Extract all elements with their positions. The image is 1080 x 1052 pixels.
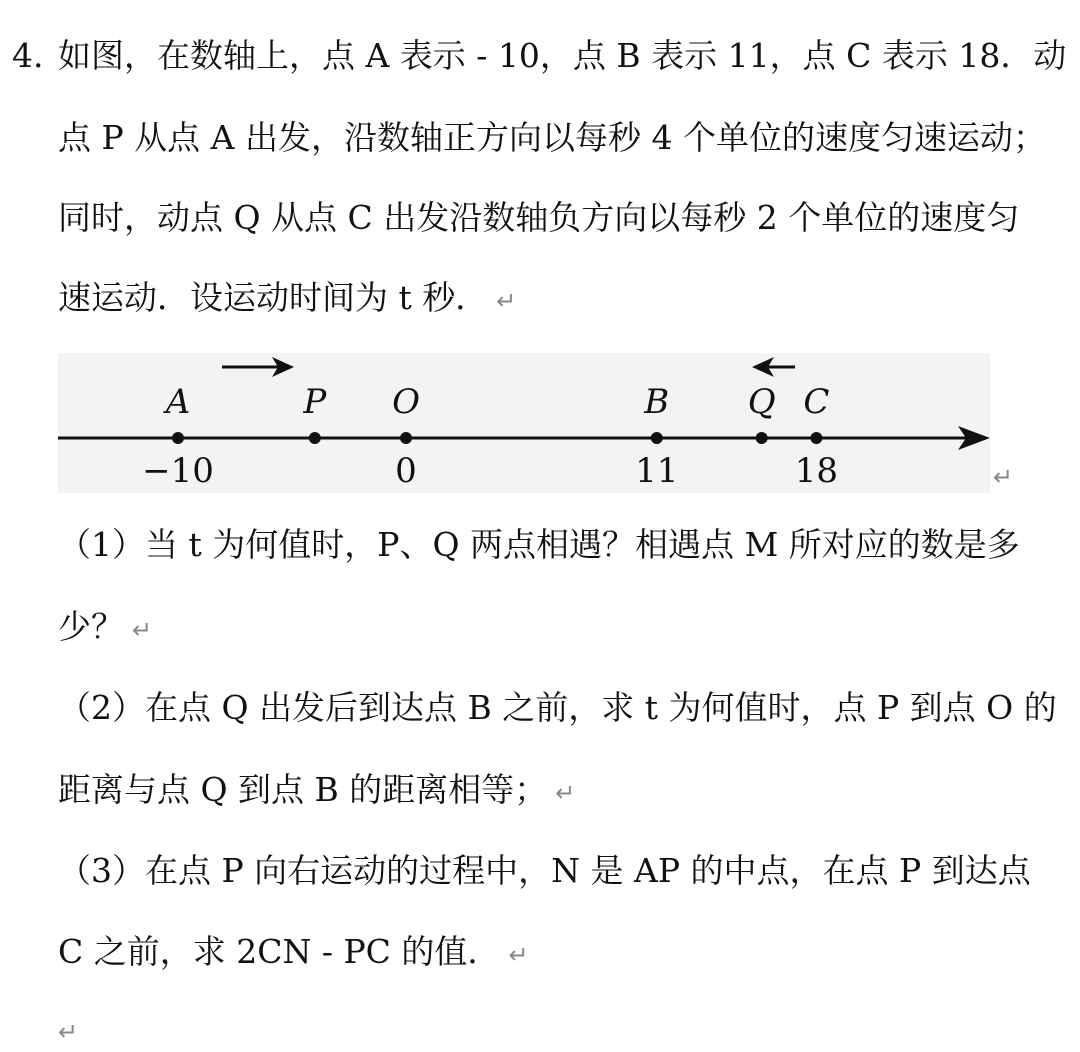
point-a-label: A bbox=[165, 382, 191, 422]
point-q-dot bbox=[756, 432, 768, 444]
problem-intro-line: 同时，动点 Q 从点 C 出发沿数轴负方向以每秒 2 个单位的速度匀 bbox=[58, 198, 1020, 237]
point-p-label: P bbox=[303, 382, 327, 422]
number-line-svg bbox=[0, 345, 1080, 505]
point-b-label: B bbox=[644, 382, 670, 422]
point-o-dot bbox=[400, 432, 412, 444]
point-p-dot bbox=[309, 432, 321, 444]
tick-label-o: 0 bbox=[395, 451, 417, 491]
point-c-label: C bbox=[803, 382, 830, 422]
tick-label-c: 18 bbox=[794, 451, 839, 491]
return-mark: ↵ bbox=[132, 616, 153, 644]
question-text: （2）在点 Q 出发后到达点 B 之前，求 t 为何值时，点 P 到点 O 的 bbox=[58, 688, 1057, 727]
number-line-figure bbox=[0, 345, 1080, 505]
return-mark: ↵ bbox=[993, 463, 1014, 491]
question-2-last bbox=[58, 770, 575, 813]
question-text: 距离与点 Q 到点 B 的距离相等； bbox=[58, 770, 548, 809]
point-b-dot bbox=[651, 432, 663, 444]
problem-intro-line: 如图，在数轴上，点 A 表示 - 10，点 B 表示 11，点 C 表示 18．动 bbox=[58, 36, 1067, 75]
point-a-dot bbox=[172, 432, 184, 444]
problem-intro-line: 速运动．设运动时间为 t 秒． bbox=[58, 278, 489, 317]
question-text: C 之前，求 2CN - PC 的值． bbox=[58, 932, 501, 971]
question-text: 少？ bbox=[58, 607, 124, 646]
question-text: （1）当 t 为何值时，P、Q 两点相遇？相遇点 M 所对应的数是多 bbox=[58, 525, 1020, 564]
point-o-label: O bbox=[392, 382, 420, 422]
question-3-last bbox=[58, 932, 529, 975]
tick-label-a: −10 bbox=[142, 451, 214, 491]
return-mark: ↵ bbox=[58, 1018, 79, 1046]
problem-intro-last bbox=[58, 278, 516, 321]
return-mark: ↵ bbox=[508, 941, 529, 969]
point-c-dot bbox=[810, 432, 822, 444]
question-text: （3）在点 P 向右运动的过程中，N 是 AP 的中点，在点 P 到达点 bbox=[58, 851, 1031, 890]
return-mark: ↵ bbox=[496, 287, 517, 315]
return-mark: ↵ bbox=[555, 779, 576, 807]
point-q-label: Q bbox=[747, 382, 776, 422]
tick-label-b: 11 bbox=[635, 451, 679, 491]
question-1-last bbox=[58, 607, 152, 650]
problem-intro-line: 点 P 从点 A 出发，沿数轴正方向以每秒 4 个单位的速度匀速运动； bbox=[58, 118, 1046, 157]
problem-number: 4. bbox=[12, 36, 44, 75]
